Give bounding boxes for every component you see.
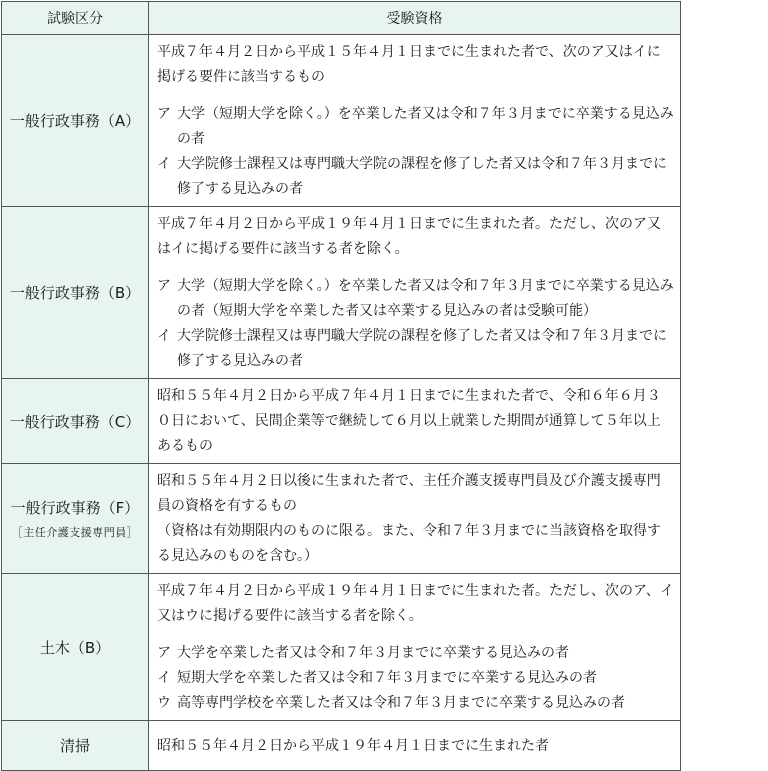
item-text: 大学院修士課程又は専門職大学院の課程を修了した者又は令和７年３月までに修了する見込みの者 bbox=[177, 328, 667, 369]
qualification-intro: 平成７年４月２日から平成１９年４月１日までに生まれた者。ただし、次のア、イ又はウに掲げる要件に該当する者を除く。 bbox=[157, 583, 674, 624]
category-label: 一般行政事務（C） bbox=[9, 412, 141, 431]
qualification-intro: 平成７年４月２日から平成１５年４月１日までに生まれた者で、次のア又はイに掲げる要件に該当するもの bbox=[157, 44, 661, 85]
table-row bbox=[2, 721, 681, 771]
category-cell bbox=[2, 574, 149, 721]
category-cell bbox=[2, 35, 149, 207]
table-row bbox=[2, 464, 681, 574]
item-mark: ウ bbox=[157, 695, 171, 711]
item-text: 短期大学を卒業した者又は令和７年３月までに卒業する見込みの者 bbox=[177, 670, 597, 686]
list-item bbox=[157, 691, 674, 716]
item-mark: イ bbox=[157, 328, 171, 344]
qualification-intro: 平成７年４月２日から平成１９年４月１日までに生まれた者。ただし、次のア又はイに掲げる要件に該当する者を除く。 bbox=[157, 216, 661, 257]
table-row bbox=[2, 35, 681, 207]
qualification-note: （資格は有効期限内のものに限る。また、令和７年３月までに当該資格を取得する見込みのものを含む。） bbox=[157, 523, 661, 564]
list-item bbox=[157, 274, 674, 324]
item-mark: ア bbox=[157, 645, 171, 661]
item-mark: ア bbox=[157, 106, 171, 122]
list-item bbox=[157, 102, 674, 152]
item-mark: イ bbox=[157, 156, 171, 172]
category-cell bbox=[2, 207, 149, 379]
category-cell bbox=[2, 721, 149, 771]
table-row bbox=[2, 207, 681, 379]
qualification-cell bbox=[149, 464, 681, 574]
category-sublabel: ［主任介護支援専門員］ bbox=[11, 526, 139, 539]
list-item bbox=[157, 324, 674, 374]
category-label: 清掃 bbox=[59, 737, 90, 755]
list-item bbox=[157, 666, 674, 691]
item-text: 大学院修士課程又は専門職大学院の課程を修了した者又は令和７年３月までに修了する見込みの者 bbox=[177, 156, 667, 197]
header-category: 試験区分 bbox=[2, 2, 149, 35]
qualification-cell bbox=[149, 207, 681, 379]
category-label: 土木（B） bbox=[39, 638, 111, 657]
list-item bbox=[157, 152, 674, 202]
category-cell bbox=[2, 464, 149, 574]
category-label: 一般行政事務（F） bbox=[10, 499, 140, 517]
item-text: 大学を卒業した者又は令和７年３月までに卒業する見込みの者 bbox=[177, 645, 569, 661]
item-mark: イ bbox=[157, 670, 171, 686]
qualification-cell bbox=[149, 35, 681, 207]
qualification-intro: 昭和５５年４月２日から平成７年４月１日までに生まれた者で、令和６年６月３０日において、民間企業等で継続して６月以上就業した期間が通算して５年以上あるもの bbox=[157, 388, 661, 454]
item-text: 高等専門学校を卒業した者又は令和７年３月までに卒業する見込みの者 bbox=[177, 695, 625, 711]
qualification-intro: 昭和５５年４月２日から平成１９年４月１日までに生まれた者 bbox=[157, 737, 549, 754]
list-item bbox=[157, 641, 674, 666]
header-qualification: 受験資格 bbox=[149, 2, 681, 35]
header-row bbox=[2, 2, 681, 35]
item-mark: ア bbox=[157, 278, 171, 294]
category-label: 一般行政事務（B） bbox=[9, 284, 141, 302]
table-row bbox=[2, 574, 681, 721]
qualification-cell bbox=[149, 379, 681, 464]
qualification-intro: 昭和５５年４月２日以後に生まれた者で、主任介護支援専門員及び介護支援専門員の資格を有するもの bbox=[157, 473, 661, 514]
qualification-cell bbox=[149, 574, 681, 721]
category-label: 一般行政事務（A） bbox=[9, 112, 141, 130]
item-text: 大学（短期大学を除く。）を卒業した者又は令和７年３月までに卒業する見込みの者（短期大学を卒業した者又は卒業する見込みの者は受験可能） bbox=[177, 278, 674, 319]
qualification-table bbox=[1, 1, 681, 771]
item-text: 大学（短期大学を除く。）を卒業した者又は令和７年３月までに卒業する見込みの者 bbox=[177, 106, 674, 147]
category-cell bbox=[2, 379, 149, 464]
table-row bbox=[2, 379, 681, 464]
qualification-cell bbox=[149, 721, 681, 771]
